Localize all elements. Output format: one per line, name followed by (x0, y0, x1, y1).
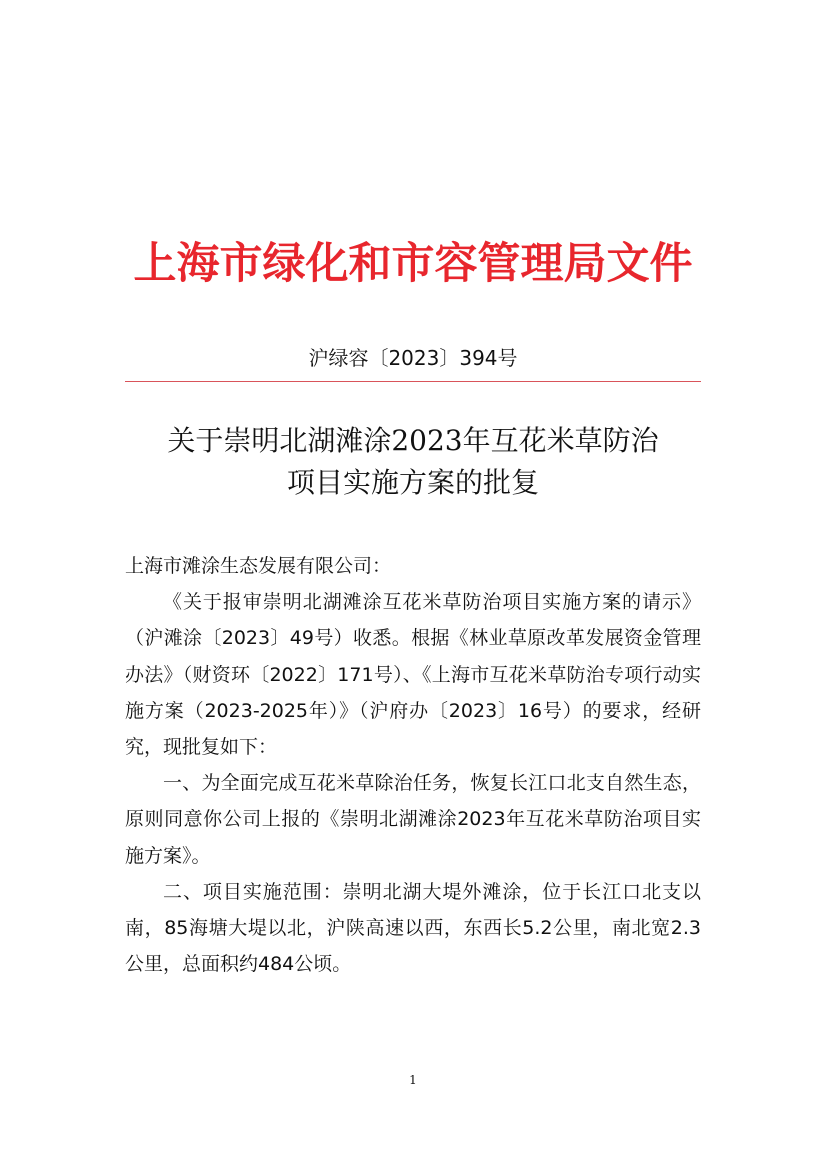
title-line-1: 关于崇明北湖滩涂2023年互花米草防治 (167, 424, 659, 457)
paragraph-item-one: 一、为全面完成互花米草除治任务，恢复长江口北支自然生态，原则同意你公司上报的《崇明北湖滩涂2023年互花米草防治项目实施方案》。 (125, 772, 701, 867)
document-masthead: 上海市绿化和市容管理局文件 (133, 239, 693, 289)
title-line-2: 项目实施方案的批复 (286, 466, 539, 499)
page-number: 1 (409, 1073, 417, 1087)
document-body (125, 548, 701, 982)
document-number: 沪绿容〔2023〕394号 (308, 346, 518, 370)
red-divider-line (125, 381, 701, 382)
document-title (100, 420, 726, 504)
paragraph-item-two: 二、项目实施范围：崇明北湖大堤外滩涂，位于长江口北支以南，85海塘大堤以北，沪陕高速以西，东西长5.2公里，南北宽2.3公里，总面积约484公顷。 (125, 880, 701, 976)
addressee: 上海市滩涂生态发展有限公司： (125, 555, 392, 577)
paragraph-request-acknowledgement: 《关于报审崇明北湖滩涂互花米草防治项目实施方案的请示》（沪滩涂〔2023〕49号）收悉。根据《林业草原改革发展资金管理办法》（财资环〔2022〕171号）、《上海市互花米草防治专项行动实施方案（2023-2025年）》（沪府办〔2023〕16号）的要求，经研究，现批复如下： (125, 591, 701, 759)
